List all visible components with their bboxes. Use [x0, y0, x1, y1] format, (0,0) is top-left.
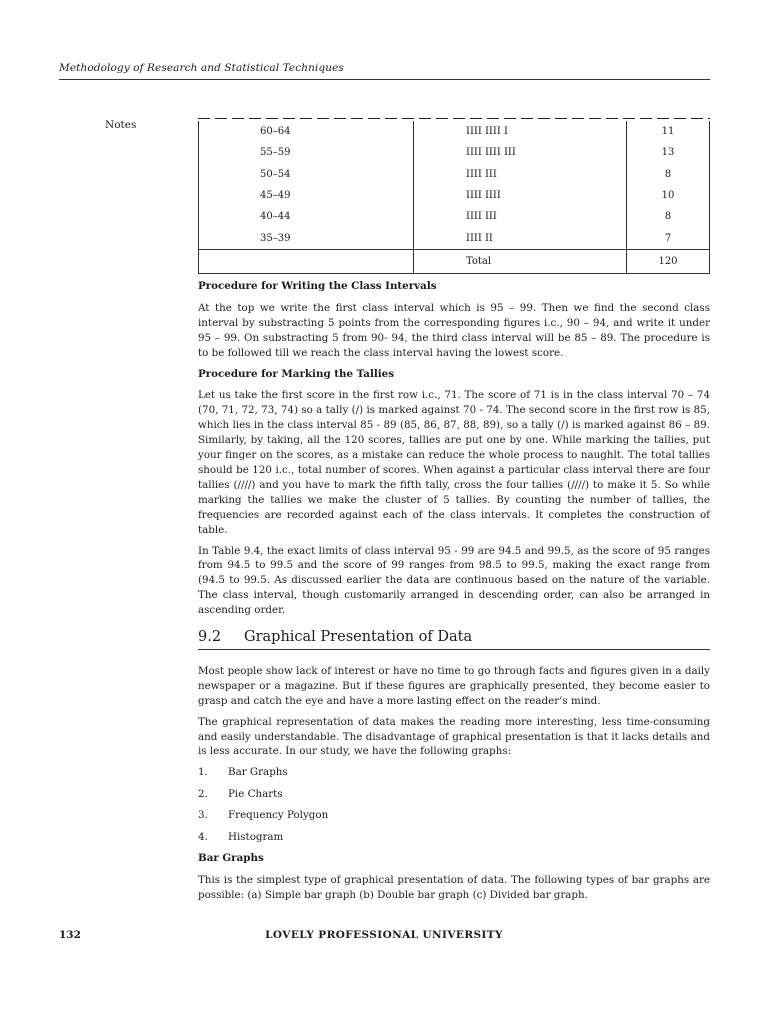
tally-cell: IIII IIII	[414, 185, 627, 206]
graph-types-list	[198, 765, 710, 844]
section-title: Graphical Presentation of Data	[244, 629, 473, 646]
tally-cell: IIII III	[414, 164, 627, 185]
total-label: Total	[414, 249, 627, 273]
main-content	[198, 279, 710, 909]
class-interval-cell: 35–39	[199, 227, 414, 249]
table-row	[199, 164, 710, 185]
paragraph-class-intervals: At the top we write the first class interval which is 95 – 99. Then we find the second class interval by substracting 5 points from the corresponding figures i.c., 90 – 94, and write it under 95 – 99. On substracting 5 from 90- 94, the third class interval will be 85 – 89. The procedure is to be followed till we reach the class interval having the lowest score.	[198, 301, 710, 359]
frequency-cell: 7	[627, 227, 710, 249]
tally-cell: IIII IIII III	[414, 142, 627, 163]
list-item	[198, 808, 710, 823]
heading-marking-tallies: Procedure for Marking the Tallies	[198, 367, 395, 380]
page-number: 132	[59, 929, 81, 941]
paragraph-exact-limits: In Table 9.4, the exact limits of class interval 95 - 99 are 94.5 and 99.5, as the score of 95 ranges from 94.5 to 99.5 and the score of 99 ranges from 98.5 to 99.5, making the exact range from (94.5 to 99.5. As discussed earlier the data are continuous based on the nature of the variable. The class interval, though customarily arranged in descending order, can also be arranged in ascending order.	[198, 544, 710, 617]
total-value: 120	[627, 249, 710, 273]
class-interval-cell: 40–44	[199, 206, 414, 227]
list-item	[198, 765, 710, 780]
frequency-cell: 8	[627, 164, 710, 185]
paragraph-graphical-representation: The graphical representation of data makes the reading more interesting, less time-consuming and easily understandable. The disadvantage of graphical presentation is that it lacks details and is less accurate. In our study, we have the following graphs:	[198, 715, 710, 758]
tally-cell: IIII IIII I	[414, 121, 627, 142]
frequency-cell: 10	[627, 185, 710, 206]
list-item-label: Frequency Polygon	[228, 809, 329, 822]
list-item-label: Bar Graphs	[228, 766, 288, 779]
class-interval-cell: 55–59	[199, 142, 414, 163]
frequency-cell: 8	[627, 206, 710, 227]
section-heading	[198, 630, 710, 650]
tally-cell: IIII III	[414, 206, 627, 227]
table-total-row	[199, 249, 710, 273]
list-item-number: 3.	[198, 809, 208, 822]
class-interval-cell: 50–54	[199, 164, 414, 185]
tally-cell: IIII II	[414, 227, 627, 249]
table-row	[199, 206, 710, 227]
table-row	[199, 121, 710, 142]
footer-university: LOVELY PROFESSIONAL UNIVERSITY	[265, 929, 503, 941]
table-row	[199, 185, 710, 206]
notes-margin-label: Notes	[105, 119, 137, 131]
list-item	[198, 830, 710, 845]
table-row	[199, 142, 710, 163]
running-header-title: Methodology of Research and Statistical Techniques	[59, 62, 344, 74]
paragraph-bar-graphs: This is the simplest type of graphical presentation of data. The following types of bar graphs are possible: (a) Simple bar graph (b) Double bar graph (c) Divided bar graph.	[198, 873, 710, 901]
paragraph-graphical-intro: Most people show lack of interest or have no time to go through facts and figures given in a daily newspaper or a magazine. But if these figures are graphically presented, they become easier to grasp and catch the eye and have a more lasting effect on the reader’s mind.	[198, 664, 710, 707]
list-item-number: 4.	[198, 830, 208, 843]
list-item-label: Histogram	[228, 830, 284, 843]
heading-bar-graphs: Bar Graphs	[198, 852, 264, 864]
class-interval-cell: 60–64	[199, 121, 414, 142]
section-number: 9.2	[198, 629, 222, 646]
frequency-cell: 11	[627, 121, 710, 142]
list-item	[198, 787, 710, 802]
list-item-number: 1.	[198, 766, 208, 779]
paragraph-marking-tallies: Let us take the first score in the first row i.c., 71. The score of 71 is in the class interval 70 – 74 (70, 71, 72, 73, 74) so a tally (/) is marked against 70 - 74. The second score in the first row is 85, which lies in the class interval 85 - 89 (85, 86, 87, 88, 89), so a tally (/) is marked against 86 – 89. Similarly, by taking, all the 120 scores, tallies are put one by one. While marking the tallies, put your finger on the scores, as a mistake can reduce the whole process to naughlt. The total tallies should be 120 i.c., total number of scores. When against a particular class interval there are four tallies (////) and you have to mark the fifth tally, cross the four tallies (////) to make it 5. So while marking the tallies we make the cluster of 5 tallies. By counting the number of tallies, the frequencies are recorded against each of the class intervals. It completes the construction of table.	[198, 389, 710, 536]
list-item-number: 2.	[198, 787, 208, 800]
class-interval-cell: 45–49	[199, 185, 414, 206]
list-item-label: Pie Charts	[228, 787, 283, 800]
table-row	[199, 227, 710, 249]
heading-class-intervals: Procedure for Writing the Class Intervals	[198, 280, 437, 292]
header-rule	[59, 79, 710, 80]
empty-cell	[199, 249, 414, 273]
frequency-cell: 13	[627, 142, 710, 163]
